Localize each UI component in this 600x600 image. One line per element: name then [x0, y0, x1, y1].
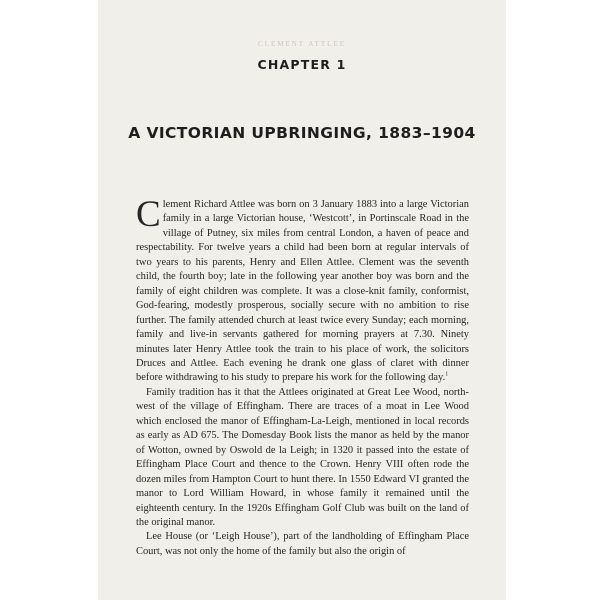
- paragraph-1: [136, 194, 469, 386]
- book-page: [98, 0, 506, 600]
- paragraph-3: Lee House (or ‘Leigh House’), part of the landholding of Effingham Place Court, was not only the home of the family but also the origin of: [136, 531, 469, 557]
- body-text: [136, 194, 469, 559]
- chapter-title: A VICTORIAN UPBRINGING, 1883–1904: [128, 124, 476, 142]
- footnote-marker: 1: [445, 371, 449, 378]
- chapter-label: CHAPTER 1: [257, 57, 347, 72]
- paragraph-1-text: lement Richard Attlee was born on 3 January 1883 into a large Victorian family in a large Victorian house, ‘Westcott’, in Portinscale Road in the village of Putney, six miles from central London, a haven of peace and respectability. For twelve years a child had been born at regular intervals of two years to his parents, Henry and Ellen Attlee. Clement was the seventh child, the fourth boy; late in the following year another boy was born and the family of eight children was complete. It was a close-knit family, conformist, God-fearing, modestly prosperous, socially secure with no ambition to rise further. The family attended church at least twice every Sunday; each morning, family and live-in servants gathered for morning prayers at 7.30. Ninety minutes later Henry Attlee took the train to his place of work, the solicitors Druces and Attlee. Each evening he drank one glass of claret with dinner before withdrawing to his study to prepare his work for the following day.: [136, 199, 469, 384]
- drop-cap: C: [136, 194, 161, 235]
- running-header: CLEMENT ATTLEE: [258, 40, 346, 48]
- paragraph-2: Family tradition has it that the Attlees originated at Great Lee Wood, north-west of the village of Effingham. There are traces of a moat in Lee Wood which enclosed the manor of Effingham-La-Leigh, mentioned in local records as early as AD 675. The Domesday Book lists the manor as held by the manor of Wotton, owned by Oswold de la Leigh; in 1320 it passed into the estate of Effingham Place Court and thence to the Crown. Henry VIII often rode the dozen miles from Hampton Court to hunt there. In 1550 Edward VI granted the manor to Lord William Howard, in whose family it remained until the eighteenth century. In the 1920s Effingham Golf Club was built on the land of the original manor.: [136, 386, 469, 528]
